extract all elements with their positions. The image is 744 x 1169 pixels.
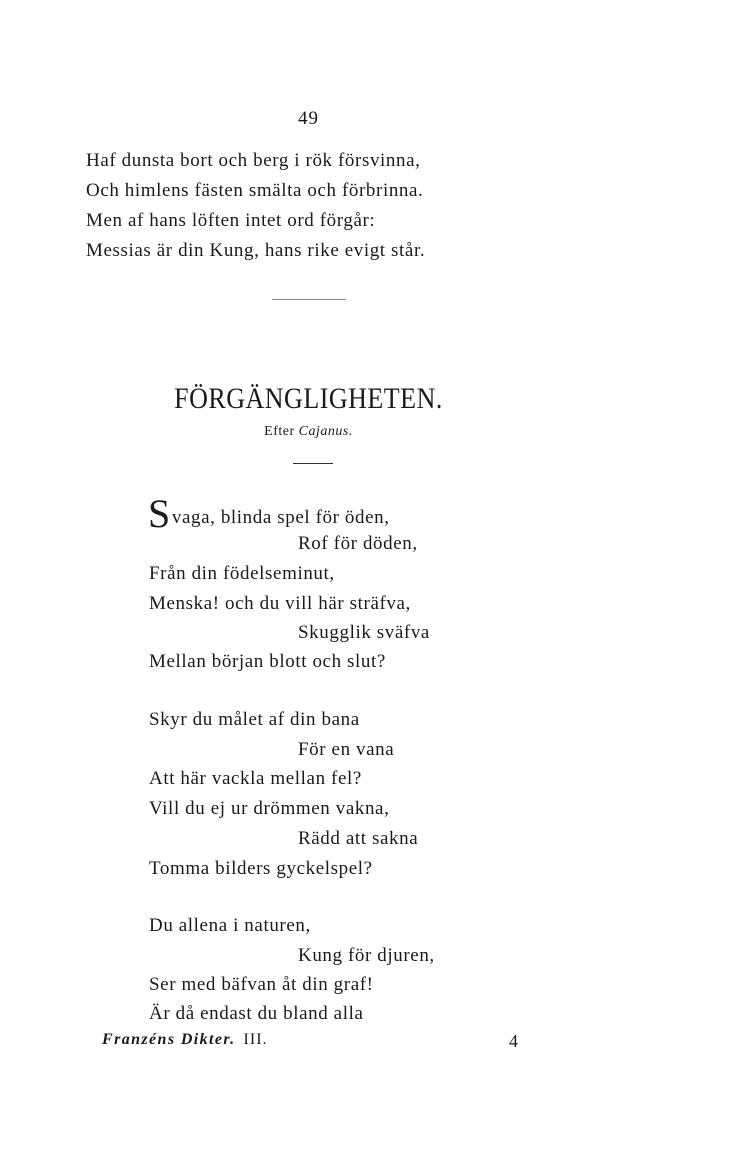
verse-line: Haf dunsta bort och berg i rök försvinna,	[86, 150, 421, 171]
verse-line: Tomma bilders gyckelspel?	[149, 858, 373, 879]
verse-line: Ser med bäfvan åt din graf!	[149, 974, 374, 995]
verse-line: Skyr du målet af din bana	[149, 709, 360, 730]
drop-cap: S	[148, 491, 171, 536]
verse-line: Du allena i naturen,	[149, 915, 311, 936]
subtitle-author: Cajanus.	[298, 424, 353, 439]
verse-line: Skugglik sväfva	[298, 622, 430, 643]
title-rule	[293, 463, 333, 464]
verse-line: Men af hans löften intet ord förgår:	[86, 210, 376, 231]
footer-book-title	[102, 1031, 268, 1049]
poem-title: FÖRGÄNGLIGHETEN.	[174, 382, 443, 415]
footer-title: Franzéns Dikter.	[102, 1031, 236, 1048]
section-divider	[272, 299, 346, 300]
verse-line: Från din födelseminut,	[149, 563, 335, 584]
footer-volume: III.	[243, 1031, 268, 1048]
signature-mark: 4	[509, 1031, 518, 1051]
verse-line: Att här vackla mellan fel?	[149, 768, 362, 789]
verse-line: För en vana	[298, 739, 395, 760]
verse-line: Och himlens fästen smälta och förbrinna.	[86, 180, 424, 201]
verse-line: Är då endast du bland alla	[149, 1003, 364, 1024]
first-line-text: vaga, blinda spel för öden,	[171, 507, 390, 528]
verse-line: Mellan början blott och slut?	[149, 651, 386, 672]
verse-line: Messias är din Kung, hans rike evigt står.	[86, 240, 426, 261]
poem-subtitle	[0, 424, 617, 440]
verse-line: Rädd att sakna	[298, 828, 419, 849]
page-number: 49	[298, 108, 319, 129]
subtitle-prefix: Efter	[264, 424, 295, 439]
verse-line: Kung för djuren,	[298, 945, 435, 966]
verse-line	[148, 491, 390, 536]
verse-line: Rof för döden,	[298, 533, 418, 554]
verse-line: Vill du ej ur drömmen vakna,	[149, 798, 390, 819]
verse-line: Menska! och du vill här sträfva,	[149, 593, 411, 614]
